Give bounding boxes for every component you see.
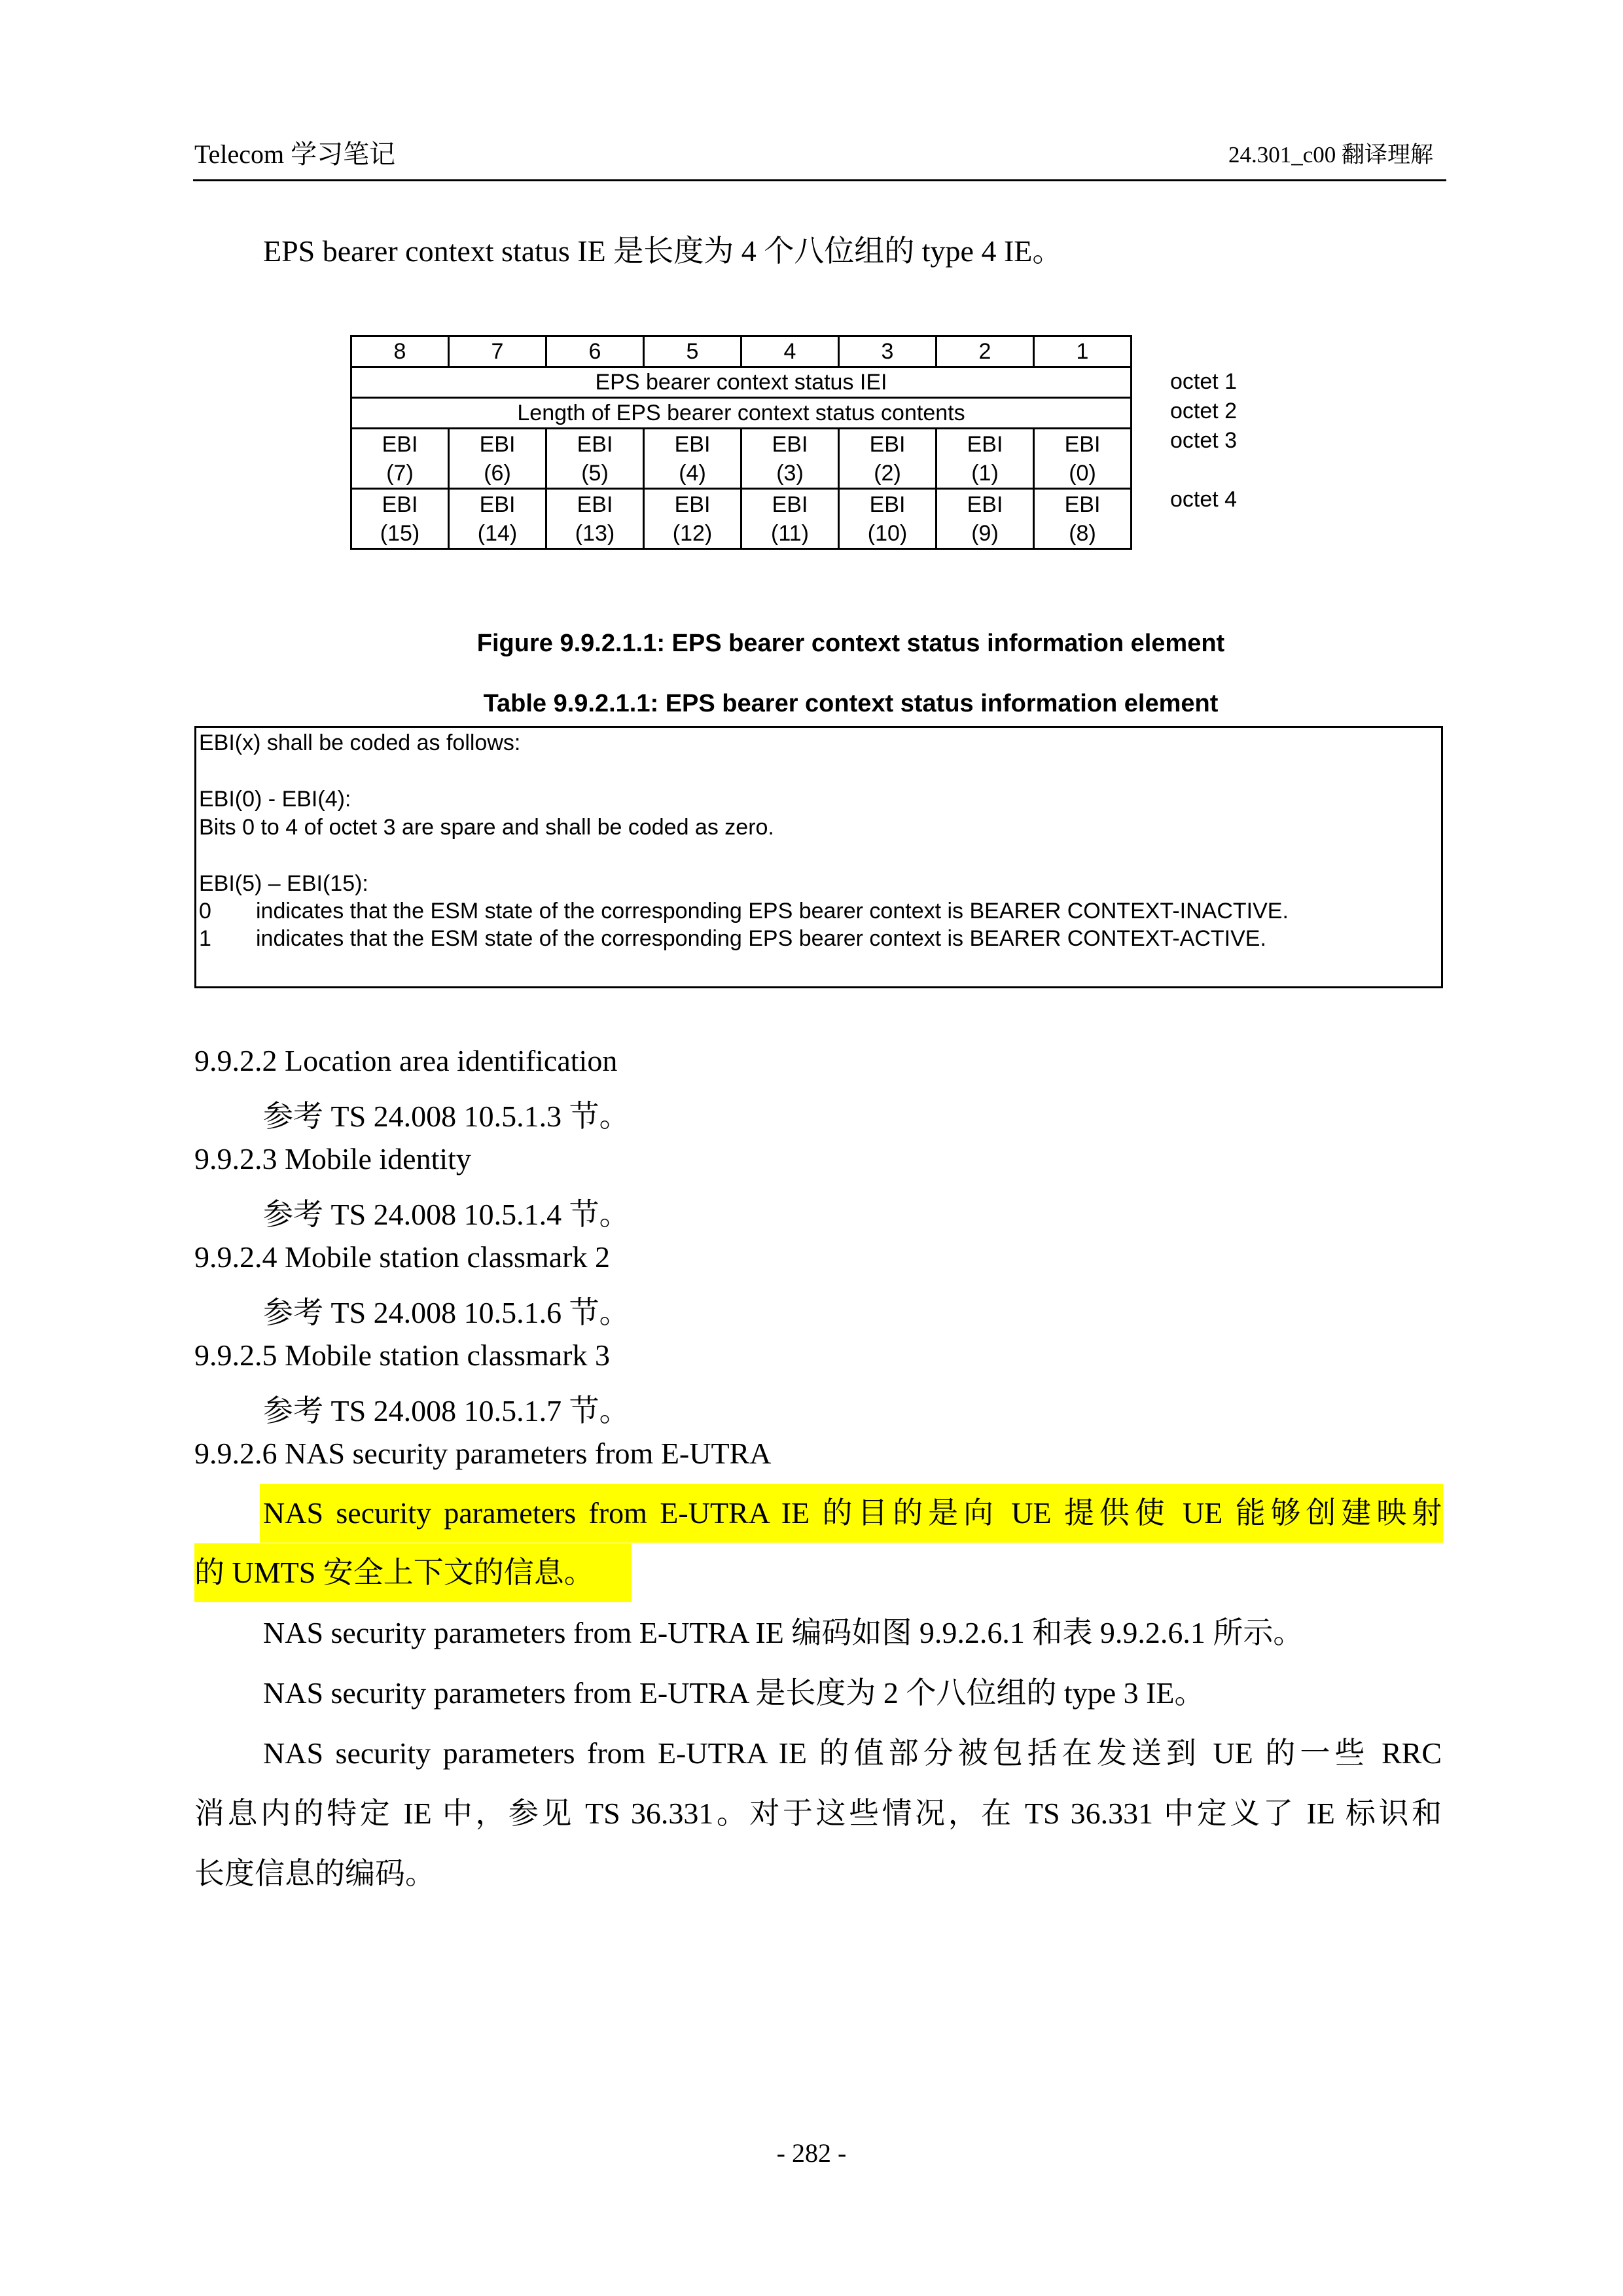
octet-1-label: octet 1	[1170, 369, 1238, 394]
ebi-2-cell: EBI (2)	[839, 429, 936, 489]
octet-4-label: octet 4	[1170, 487, 1238, 512]
bit-6: 6	[546, 336, 644, 367]
bit-4: 4	[741, 336, 839, 367]
octet-2-label: octet 2	[1170, 399, 1238, 423]
ebi-0-cell: EBI (0)	[1034, 429, 1132, 489]
octet-3-label: octet 3	[1170, 428, 1238, 453]
length-cell: Length of EPS bearer context status contents	[351, 398, 1132, 429]
nas-value-paragraph-line-2: 消息内的特定 IE 中，参见 TS 36.331。对于这些情况，在 TS 36.331 中定义了 IE 标识和	[194, 1797, 1442, 1830]
section-body-9-9-2-4: 参考 TS 24.008 10.5.1.6 节。	[263, 1296, 630, 1329]
ebi-6-cell: EBI (6)	[449, 429, 546, 489]
octet-3-row	[351, 429, 1132, 489]
section-heading-9-9-2-6: 9.9.2.6 NAS security parameters from E-UTRA	[194, 1437, 772, 1470]
ebi-13-cell: EBI (13)	[546, 489, 644, 549]
section-heading-9-9-2-5: 9.9.2.5 Mobile station classmark 3	[194, 1338, 610, 1372]
nas-coding-paragraph: NAS security parameters from E-UTRA IE 编码如图 9.9.2.6.1 和表 9.9.2.6.1 所示。	[263, 1616, 1304, 1649]
value-1-desc: indicates that the ESM state of the corresponding EPS bearer context is BEARER CONTEXT-ACTIVE.	[256, 926, 1266, 951]
intro-paragraph: EPS bearer context status IE 是长度为 4 个八位组的 type 4 IE。	[263, 234, 1063, 268]
running-header-left: Telecom 学习笔记	[194, 139, 396, 169]
ebi-5-cell: EBI (5)	[546, 429, 644, 489]
octet-4-row	[351, 489, 1132, 549]
nas-value-paragraph-line-3: 长度信息的编码。	[194, 1857, 435, 1890]
ebi-8-cell: EBI (8)	[1034, 489, 1132, 549]
iei-cell: EPS bearer context status IEI	[351, 367, 1132, 398]
section-heading-9-9-2-3: 9.9.2.3 Mobile identity	[194, 1142, 471, 1175]
ebi-15-cell: EBI (15)	[351, 489, 449, 549]
value-1-code: 1	[199, 926, 211, 951]
table-line-ebi-coding: EBI(x) shall be coded as follows:	[199, 730, 521, 755]
ebi-12-cell: EBI (12)	[644, 489, 741, 549]
ebi-14-cell: EBI (14)	[449, 489, 546, 549]
bit-2: 2	[936, 336, 1034, 367]
page-number: - 282 -	[776, 2138, 847, 2168]
table-caption: Table 9.9.2.1.1: EPS bearer context status information element	[483, 690, 1219, 717]
ebi-11-cell: EBI (11)	[741, 489, 839, 549]
highlighted-purpose-line-1: NAS security parameters from E-UTRA IE 的目的是向 UE 提供使 UE 能够创建映射	[263, 1496, 1442, 1530]
ebi-4-cell: EBI (4)	[644, 429, 741, 489]
bit-1: 1	[1034, 336, 1132, 367]
ebi-10-cell: EBI (10)	[839, 489, 936, 549]
value-0-code: 0	[199, 899, 211, 924]
ebi-9-cell: EBI (9)	[936, 489, 1034, 549]
section-body-9-9-2-5: 参考 TS 24.008 10.5.1.7 节。	[263, 1394, 630, 1427]
section-body-9-9-2-3: 参考 TS 24.008 10.5.1.4 节。	[263, 1198, 630, 1231]
bit-7: 7	[449, 336, 546, 367]
bit-5: 5	[644, 336, 741, 367]
figure-caption: Figure 9.9.2.1.1: EPS bearer context status information element	[476, 630, 1225, 657]
section-heading-9-9-2-2: 9.9.2.2 Location area identification	[194, 1044, 618, 1077]
ebi-7-cell: EBI (7)	[351, 429, 449, 489]
section-body-9-9-2-2: 参考 TS 24.008 10.5.1.3 节。	[263, 1100, 630, 1133]
eps-bearer-context-status-diagram	[350, 335, 1132, 550]
ebi-3-cell: EBI (3)	[741, 429, 839, 489]
bit-number-row	[351, 336, 1132, 367]
section-heading-9-9-2-4: 9.9.2.4 Mobile station classmark 2	[194, 1240, 610, 1274]
table-line-ebi-5-15: EBI(5) – EBI(15):	[199, 871, 368, 896]
running-header-right: 24.301_c00 翻译理解	[1228, 142, 1433, 168]
highlighted-purpose-line-2: 的 UMTS 安全上下文的信息。	[194, 1556, 594, 1589]
table-line-ebi-0-4: EBI(0) - EBI(4):	[199, 787, 351, 812]
bit-3: 3	[839, 336, 936, 367]
nas-value-paragraph-line-1: NAS security parameters from E-UTRA IE 的值部分被包括在发送到 UE 的一些 RRC	[263, 1736, 1442, 1770]
header-rule	[193, 179, 1446, 181]
bit-8: 8	[351, 336, 449, 367]
nas-length-paragraph: NAS security parameters from E-UTRA 是长度为 2 个八位组的 type 3 IE。	[263, 1676, 1205, 1710]
value-0-desc: indicates that the ESM state of the corresponding EPS bearer context is BEARER CONTEXT-INACTIVE.	[256, 899, 1289, 924]
table-line-spare-bits: Bits 0 to 4 of octet 3 are spare and shall be coded as zero.	[199, 815, 774, 840]
ebi-1-cell: EBI (1)	[936, 429, 1034, 489]
